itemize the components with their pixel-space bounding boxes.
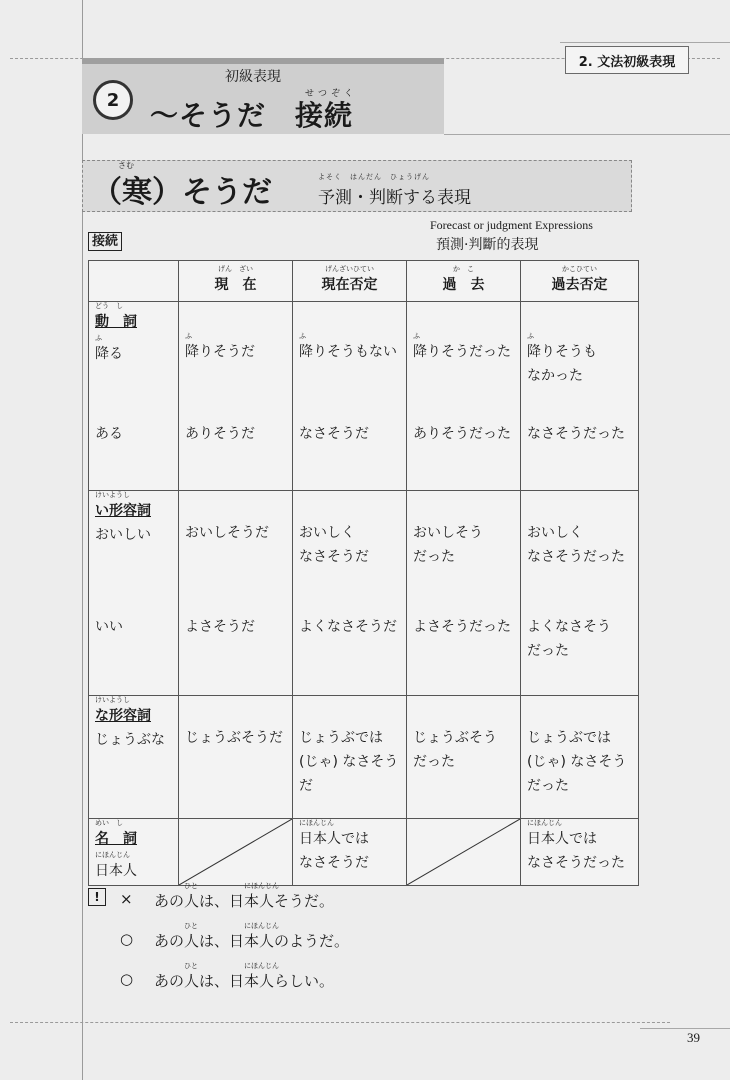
example-mark: × — [120, 890, 133, 908]
word-cell — [89, 406, 179, 491]
table-row — [89, 406, 639, 491]
conjugation-table — [88, 260, 639, 886]
table-row — [89, 819, 639, 886]
form-cell — [179, 819, 293, 886]
header-rule — [560, 42, 730, 43]
example-mark: ○ — [120, 970, 134, 988]
form-cell — [179, 696, 293, 819]
cell-text: なさそうだ — [299, 426, 369, 442]
caution-icon: ! — [88, 888, 106, 906]
note-chinese: 預測·判斷的表現 — [436, 237, 539, 253]
word-label: いい — [95, 619, 123, 635]
cell-text: おいしそうだ — [185, 525, 269, 541]
heading-rule — [444, 134, 730, 135]
table-row — [89, 696, 639, 819]
header-label: 現 在 — [214, 277, 257, 293]
form-cell — [407, 819, 521, 886]
example-sentence: あの人は、日本人らしい。 — [154, 972, 335, 990]
note-english: Forecast or judgment Expressions — [430, 218, 593, 232]
cell-text: ありそうだった — [413, 426, 511, 442]
form-cell — [521, 819, 639, 886]
diagonal-strike — [179, 819, 292, 885]
form-cell — [521, 491, 639, 600]
form-cell — [293, 696, 407, 819]
category-label: 動 詞 — [95, 314, 137, 330]
table-row — [89, 599, 639, 696]
running-header: 2. 文法初級表現 — [565, 46, 689, 74]
word-cell — [89, 302, 179, 407]
word-cell — [89, 599, 179, 696]
example-mark: ○ — [120, 930, 134, 948]
cell-text: じょうぶでは (じゃ) なさそう だ — [299, 730, 399, 794]
example-sentence: あの人は、日本人のようだ。 — [154, 932, 350, 950]
table-row — [89, 302, 639, 407]
table-header-cell — [521, 261, 639, 302]
category-ruby: けいようし — [95, 696, 130, 704]
form-cell — [521, 406, 639, 491]
cell-text: 降りそうもない — [299, 344, 397, 360]
word-ruby: にほんじん — [95, 851, 130, 859]
footer-rule — [640, 1028, 730, 1029]
cell-ruby: にほんじん — [527, 819, 562, 827]
cell-text: じょうぶそう だった — [413, 730, 497, 770]
cell-text: じょうぶそうだ — [185, 730, 283, 746]
cell-text: おいしそう だった — [413, 525, 483, 565]
table-header-cell — [179, 261, 293, 302]
header-label: 過去否定 — [551, 277, 608, 293]
category-ruby: どう し — [95, 302, 123, 310]
header-ruby: か こ — [453, 265, 474, 273]
form-cell — [293, 599, 407, 696]
form-cell — [521, 302, 639, 407]
header-ruby: げんざいひてい — [325, 265, 374, 273]
header-ruby: げん ざい — [218, 265, 253, 273]
cell-text: ありそうだ — [185, 426, 255, 442]
word-label: じょうぶな — [95, 732, 165, 748]
heading-subtitle: 初級表現 — [225, 69, 281, 85]
heading-title: ～そうだ 接続 — [150, 99, 354, 132]
section-title-ruby: さむ — [118, 161, 134, 170]
header-label: 過 去 — [442, 277, 485, 293]
category-ruby: めい し — [95, 819, 123, 827]
form-cell — [407, 491, 521, 600]
word-label: 降る — [95, 346, 123, 362]
category-label: 名 詞 — [95, 831, 137, 847]
cell-text: 降りそうだった — [413, 344, 511, 360]
cell-text: おいしく なさそうだ — [299, 525, 369, 565]
example-sentence: あの人は、日本人そうだ。 — [154, 892, 335, 910]
form-cell — [407, 696, 521, 819]
page-number: 39 — [687, 1030, 700, 1045]
form-cell — [179, 406, 293, 491]
form-cell — [293, 406, 407, 491]
example-ruby-hito: ひと — [184, 962, 198, 970]
table-header-row — [89, 261, 639, 302]
word-cell — [89, 491, 179, 600]
example-ruby-hito: ひと — [184, 922, 198, 930]
form-cell — [179, 599, 293, 696]
example-ruby-nihonjin: にほんじん — [244, 962, 279, 970]
word-cell — [89, 696, 179, 819]
form-cell — [521, 599, 639, 696]
form-cell — [179, 491, 293, 600]
cell-ruby: ふ — [413, 332, 420, 340]
cell-ruby: ふ — [185, 332, 192, 340]
cell-text: よさそうだった — [413, 619, 511, 635]
section-title: （寒）そうだ — [92, 175, 272, 210]
category-label: な形容詞 — [95, 708, 151, 724]
word-label: 日本人 — [95, 863, 137, 879]
heading-title-ruby: せつぞく — [305, 89, 358, 99]
cell-ruby: ふ — [299, 332, 306, 340]
example-ruby-hito: ひと — [184, 882, 198, 890]
word-ruby: ふ — [95, 334, 102, 342]
cell-text: よくなさそう だった — [527, 619, 611, 659]
cell-text: なさそうだった — [527, 426, 625, 442]
table-corner-cell — [89, 261, 179, 302]
cell-ruby: ふ — [527, 332, 534, 340]
category-label: い形容詞 — [95, 503, 151, 519]
cell-text: 日本人では なさそうだった — [527, 831, 625, 871]
header-label: 現在否定 — [321, 277, 378, 293]
diagonal-strike — [407, 819, 520, 885]
table-header-cell — [293, 261, 407, 302]
section-desc: 予測・判断する表現 — [318, 188, 471, 208]
cell-text: おいしく なさそうだった — [527, 525, 625, 565]
cell-text: 日本人では なさそうだ — [299, 831, 369, 871]
form-cell — [407, 406, 521, 491]
cell-text: 降りそうも なかった — [527, 344, 597, 384]
cell-text: 降りそうだ — [185, 344, 255, 360]
heading-tab — [82, 58, 444, 64]
word-label: おいしい — [95, 527, 151, 543]
cell-text: よくなさそうだ — [299, 619, 397, 635]
example-ruby-nihonjin: にほんじん — [244, 882, 279, 890]
example-ruby-nihonjin: にほんじん — [244, 922, 279, 930]
cell-ruby: にほんじん — [299, 819, 334, 827]
form-cell — [293, 491, 407, 600]
form-cell — [179, 302, 293, 407]
cell-text: よさそうだ — [185, 619, 255, 635]
word-cell — [89, 819, 179, 886]
word-label: ある — [95, 426, 123, 442]
form-cell — [407, 302, 521, 407]
header-ruby: かこひてい — [562, 265, 597, 273]
form-cell — [293, 819, 407, 886]
form-cell — [521, 696, 639, 819]
category-ruby: けいようし — [95, 491, 130, 499]
table-header-cell — [407, 261, 521, 302]
dashed-divider-bottom — [10, 1022, 670, 1023]
table-row — [89, 491, 639, 600]
section-desc-ruby: よそく はんだん ひょうげん — [318, 173, 430, 181]
form-cell — [293, 302, 407, 407]
cell-text: じょうぶでは (じゃ) なさそう だった — [527, 730, 627, 794]
form-cell — [407, 599, 521, 696]
heading-number: 2 — [93, 80, 133, 120]
setsuzoku-label: 接続 — [88, 232, 122, 251]
